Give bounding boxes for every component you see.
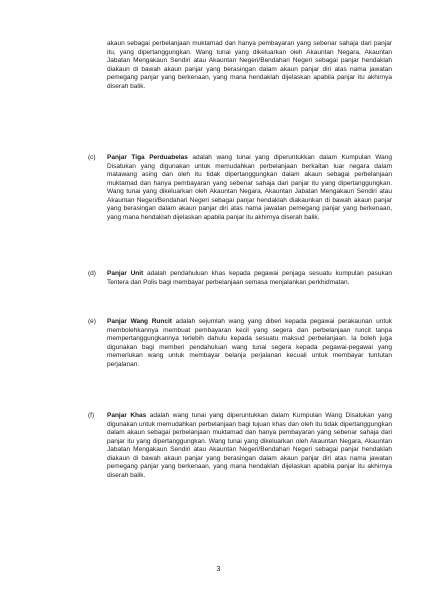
item-e-body [107,318,392,369]
item-c-body [107,154,392,222]
item-d-body [107,270,392,287]
item-f-label: (f) [88,412,95,419]
item-e-term: Panjar Wang Runcit [107,318,172,325]
item-c-term: Panjar Tiga Perduabelas [107,154,188,161]
item-e-label: (e) [88,318,96,325]
item-d-label: (d) [88,270,96,277]
item-d-text: adalah pendahuluan khas kepada pegawai penjaga sesuatu kumpulan pasukan Tentera dan Polis bagi membayar perbelanjaan semasa menjalankan perkhidmatan. [107,270,393,286]
intro-paragraph: akaun sebagai perbelanjaan muktamad dan hanya pembayaran yang sebenar sahaja dari panjar itu, yang dipertanggungkan. Wang tunai yang dikeluarkan oleh Akauntan Negara, Akauntan Jabatan Mengakaun Sendiri atau Akauntan Negeri/Bendahari Negeri sebagai panjar hendaklah diakaun di bawah akaun panjar yang berasingan dalam akaun panjar diri atas nama jawatan pemegang panjar yang berkenaan, yang mana hendaklah dijelaskan apabila panjar itu akhirnya diserah balik. [107,40,392,90]
item-f-term: Panjar Khas [107,412,147,419]
item-f-body [107,412,392,480]
item-e-text: adalah sejumlah wang yang diberi kepada pegawai perakaunan untuk membolehkannya membuat pembayaran kecil yang segera dan perbelanjaan runcit tanpa mempertanggungkannya terlebih dahulu kepada sesuatu maksud perbelanjaan. Ia boleh juga digunakan bagi memberi pendahuluan wang tunai segera kepada pegawai-pegawai yang memerlukan wang untuk membayar belanja perjalanan kecuali untuk membayar tuntutan perjalanan. [107,318,393,368]
page-number: 3 [216,566,221,573]
item-f-text: adalah wang tunai yang diperuntukkan dalam Kumpulan Wang Disatukan yang digunakan untuk memudahkan perbelanjaan bagi tujuan khas dan oleh itu tidak dipertanggungkan dalam akaun sebagai perbelanjaan muktamad dan hanya pembayaran yang sebenar sahaja dari panjar itu yang dipertanggungkan. Wang tunai yang dikeluarkan oleh Akauntan Negara, Akauntan Jabatan Mengakaun Sendiri atau Akauntan Negeri/Bendahari Negeri sebagai panjar hendaklah diakaun di bawah akaun panjar yang berasingan dalam akaun panjar diri atas nama jawatan pemegang panjar yang berkenaan, yang mana hendaklah dijelaskan apabila panjar itu akhirnya diserah balik. [107,412,392,479]
item-c-text: adalah wang tunai yang diperuntukkan dalam Kumpulan Wang Disatukan yang digunakan untuk memudahkan perbelanjaan berkaitan luar negara dalam matawang asing dan oleh itu tidak dipertanggungkan dalam akaun sebagai perbelanjaan muktamad dan hanya pembayaran yang sebenar sahaja dari panjar itu yang dipertanggungkan. Wang tunai yang dikeluarkan oleh Akauntan Negara, Akauntan Jabatan Mengakaun Sendiri atau Akauntan Negeri/Bendahari Negeri sebagai panjar hendaklah diakaunkan di bawah akaun panjar yang berasingan dalam akaun panjar diri atas nama jawatan pemegang panjar yang berkenaan, yang mana hendaklah dijelaskan apabila panjar itu akhirnya diserah balik. [107,154,392,221]
item-d-term: Panjar Unit [107,270,144,277]
item-c-label: (c) [88,154,96,161]
